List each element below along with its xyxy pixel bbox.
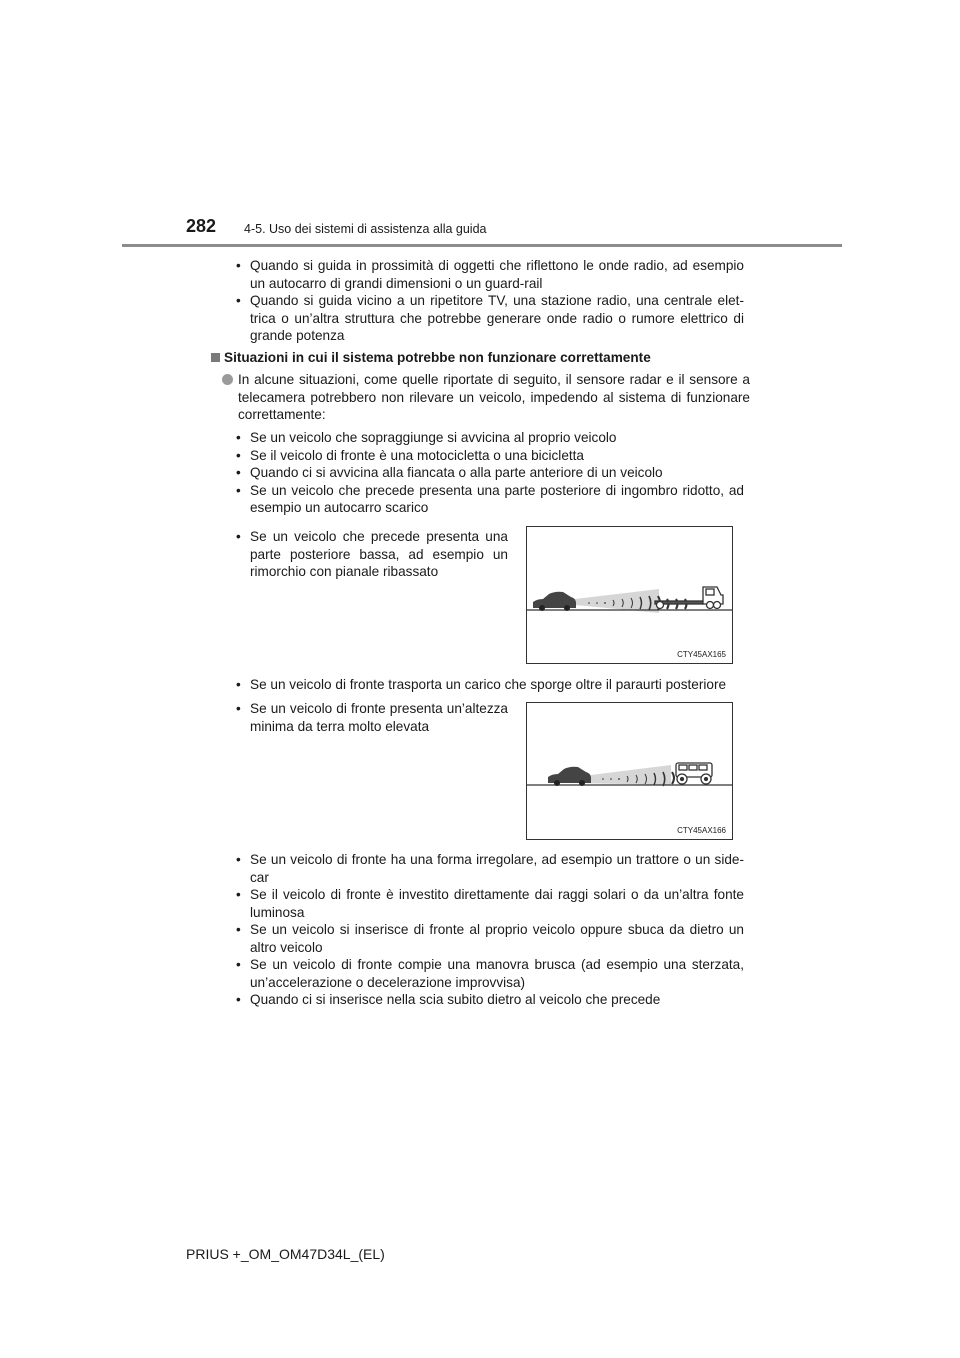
list-item: • Quando si guida in prossimità di oggetti che riflettono le onde radio, ad esempio un autocarro di grandi dimensioni o un guard-rail bbox=[236, 258, 744, 291]
situations-list-3 bbox=[236, 676, 744, 694]
high-clearance-illustration bbox=[526, 702, 733, 840]
situations-list-2 bbox=[236, 528, 508, 581]
list-item: • Se un veicolo di fronte trasporta un carico che sporge oltre il paraurti posteriore bbox=[236, 677, 727, 692]
situations-list-5 bbox=[236, 851, 744, 1009]
circle-paragraph: In alcune situazioni, come quelle riportate di seguito, il sensore radar e il sensore a telecamera potrebbero non rilevare un veicolo, impedendo al sistema di funzionare correttamente: bbox=[222, 371, 750, 424]
situations-list-4 bbox=[236, 700, 508, 735]
list-item: • Se un veicolo che precede presenta una parte posteriore bassa, ad esempio un rimorchio con pianale ribassato bbox=[236, 529, 508, 579]
circle-bullet-icon bbox=[222, 374, 233, 385]
header-divider bbox=[122, 244, 842, 247]
intro-list bbox=[236, 257, 744, 345]
truck-icon bbox=[655, 587, 723, 609]
section-title: 4-5. Uso dei sistemi di assistenza alla guida bbox=[244, 222, 487, 236]
figure-code: CTY45AX166 bbox=[677, 826, 726, 835]
low-trailer-illustration bbox=[526, 526, 733, 664]
list-item: • Se il veicolo di fronte è una motocicletta o una bicicletta bbox=[236, 447, 584, 463]
list-item: • Quando si guida vicino a un ripetitore TV, una stazione radio, una centrale elet-trica o un’altra struttura che potrebbe generare onde radio o rumore elettrico di grande potenza bbox=[236, 293, 744, 343]
suv-icon bbox=[676, 763, 712, 784]
list-item: • Se un veicolo di fronte presenta un’altezza minima da terra molto elevata bbox=[236, 701, 508, 734]
section-heading: Situazioni in cui il sistema potrebbe non funzionare correttamente bbox=[211, 349, 751, 367]
footer-model-code: PRIUS +_OM_OM47D34L_(EL) bbox=[186, 1246, 385, 1262]
list-item: • Se il veicolo di fronte è investito direttamente dai raggi solari o da un’altra fonte luminosa bbox=[236, 887, 744, 920]
radar-trailer-diagram bbox=[527, 527, 732, 663]
figure-code: CTY45AX165 bbox=[677, 650, 726, 659]
own-car-icon bbox=[533, 592, 576, 611]
list-item: • Se un veicolo si inserisce di fronte al proprio veicolo oppure sbuca da dietro un altro veicolo bbox=[236, 922, 744, 955]
own-car-icon bbox=[548, 767, 591, 786]
square-bullet-icon bbox=[211, 353, 220, 362]
page-number: 282 bbox=[186, 216, 217, 236]
radar-high-vehicle-diagram bbox=[527, 703, 732, 839]
list-item: • Se un veicolo che precede presenta una parte posteriore di ingombro ridotto, ad esempio un autocarro scarico bbox=[236, 482, 744, 515]
list-item: • Quando ci si inserisce nella scia subito dietro al veicolo che precede bbox=[236, 992, 661, 1007]
situations-list-1 bbox=[236, 429, 744, 517]
list-item: • Se un veicolo di fronte compie una manovra brusca (ad esempio una sterzata, un’accelerazione o decelerazione improvvisa) bbox=[236, 957, 744, 990]
list-item: • Se un veicolo che sopraggiunge si avvicina al proprio veicolo bbox=[236, 430, 617, 445]
list-item: • Quando ci si avvicina alla fiancata o alla parte anteriore di un veicolo bbox=[236, 465, 663, 480]
list-item: • Se un veicolo di fronte ha una forma irregolare, ad esempio un trattore o un side-car bbox=[236, 852, 744, 885]
